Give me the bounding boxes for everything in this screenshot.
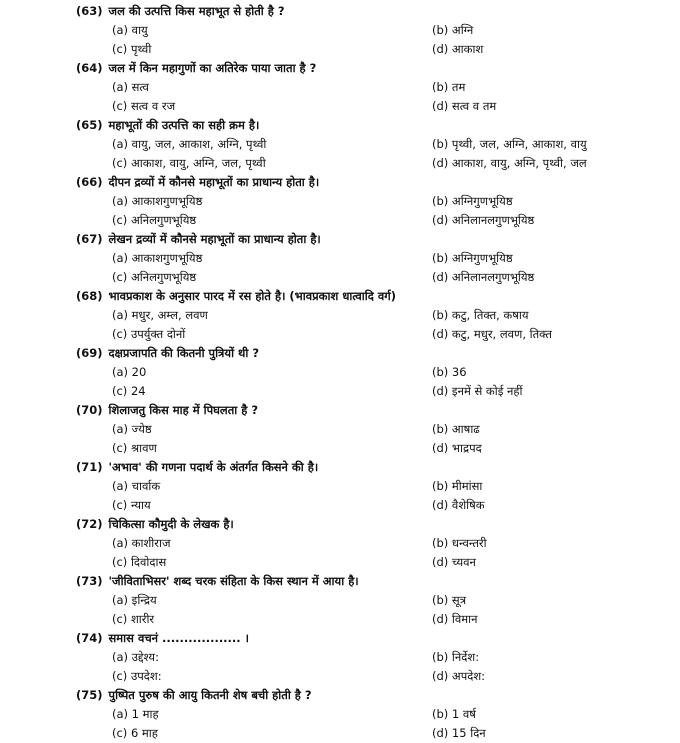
option-row <box>76 135 666 154</box>
option-d: (d) 15 दिन <box>432 726 486 740</box>
option-b: (b) आषाढ <box>432 422 480 436</box>
question-text <box>76 173 666 192</box>
option-row <box>76 325 666 344</box>
option-a: (a) इन्द्रिय <box>112 593 157 607</box>
option-b: (b) कटु, तिक्त, कषाय <box>432 308 529 322</box>
option-d: (d) भाद्रपद <box>432 441 482 455</box>
option-row <box>76 420 666 439</box>
question-text <box>76 515 666 534</box>
option-b: (b) तम <box>432 80 466 94</box>
question-number: (66) <box>76 175 103 189</box>
option-c: (c) न्याय <box>112 498 151 512</box>
option-d: (d) आकाश, वायु, अग्नि, पृथ्वी, जल <box>432 156 587 170</box>
option-c: (c) उपदेश: <box>112 669 162 683</box>
option-row <box>76 306 666 325</box>
question-number: (63) <box>76 4 103 18</box>
option-d: (d) वैशेषिक <box>432 498 485 512</box>
option-d: (d) अपदेश: <box>432 669 486 683</box>
question-text <box>76 686 666 705</box>
question-number: (72) <box>76 517 103 531</box>
option-row <box>76 648 666 667</box>
option-row <box>76 553 666 572</box>
option-c: (c) आकाश, वायु, अग्नि, जल, पृथ्वी <box>112 156 266 170</box>
option-row <box>76 667 666 686</box>
question-number: (70) <box>76 403 103 417</box>
option-b: (b) मीमांसा <box>432 479 483 493</box>
question-number: (74) <box>76 631 103 645</box>
question-text <box>76 458 666 477</box>
question-block <box>76 287 666 344</box>
option-d: (d) च्यवन <box>432 555 476 569</box>
option-row <box>76 534 666 553</box>
option-c: (c) श्रावण <box>112 441 157 455</box>
option-b: (b) 1 वर्ष <box>432 707 476 721</box>
question-block <box>76 344 666 401</box>
option-a: (a) आकाशगुणभूयिष्ठ <box>112 251 203 265</box>
option-row <box>76 724 666 743</box>
question-number: (71) <box>76 460 103 474</box>
option-c: (c) अनिलगुणभूयिष्ठ <box>112 213 197 227</box>
question-stem: समास वचनं .................. । <box>108 631 250 645</box>
question-text <box>76 287 666 306</box>
question-text <box>76 230 666 249</box>
question-text <box>76 2 666 21</box>
question-text <box>76 401 666 420</box>
option-row <box>76 477 666 496</box>
option-a: (a) आकाशगुणभूयिष्ठ <box>112 194 203 208</box>
option-b: (b) पृथ्वी, जल, अग्नि, आकाश, वायु <box>432 137 587 151</box>
question-block <box>76 2 666 59</box>
option-a: (a) मधुर, अम्ल, लवण <box>112 308 208 322</box>
option-a: (a) वायु <box>112 23 148 37</box>
option-d: (d) विमान <box>432 612 478 626</box>
option-row <box>76 439 666 458</box>
question-text <box>76 59 666 78</box>
option-d: (d) इनमें से कोई नहीं <box>432 384 523 398</box>
question-number: (65) <box>76 118 103 132</box>
option-d: (d) अनिलानलगुणभूयिष्ठ <box>432 213 535 227</box>
option-a: (a) 20 <box>112 365 147 379</box>
question-number: (73) <box>76 574 103 588</box>
option-row <box>76 363 666 382</box>
option-b: (b) 36 <box>432 365 467 379</box>
option-row <box>76 154 666 173</box>
option-row <box>76 192 666 211</box>
question-block <box>76 572 666 629</box>
option-row <box>76 382 666 401</box>
question-block <box>76 401 666 458</box>
option-c: (c) 6 माह <box>112 726 158 740</box>
option-c: (c) पृथ्वी <box>112 42 152 56</box>
option-c: (c) अनिलगुणभूयिष्ठ <box>112 270 197 284</box>
option-c: (c) शारीर <box>112 612 155 626</box>
question-stem: दक्षप्रजापति की कितनी पुत्रियों थी ? <box>108 346 260 360</box>
option-a: (a) 1 माह <box>112 707 159 721</box>
question-number: (75) <box>76 688 103 702</box>
option-row <box>76 249 666 268</box>
option-row <box>76 268 666 287</box>
question-stem: चिकित्सा कौमुदी के लेखक है। <box>108 517 234 531</box>
question-block <box>76 686 666 743</box>
question-number: (64) <box>76 61 103 75</box>
question-number: (68) <box>76 289 103 303</box>
option-a: (a) चार्वाक <box>112 479 161 493</box>
question-stem: महाभूतों की उत्पत्ति का सही क्रम है। <box>108 118 260 132</box>
option-row <box>76 78 666 97</box>
option-row <box>76 610 666 629</box>
question-block <box>76 59 666 116</box>
option-a: (a) काशीराज <box>112 536 171 550</box>
question-stem: 'जीविताभिसर' शब्द चरक संहिता के किस स्थान में आया है। <box>108 574 359 588</box>
option-b: (b) निर्देश: <box>432 650 480 664</box>
question-stem: जल की उत्पत्ति किस महाभूत से होती है ? <box>108 4 285 18</box>
question-stem: दीपन द्रव्यों में कौनसे महाभूतों का प्राधान्य होता है। <box>108 175 320 189</box>
question-number: (67) <box>76 232 103 246</box>
option-b: (b) धन्वन्तरी <box>432 536 487 550</box>
question-block <box>76 173 666 230</box>
question-block <box>76 515 666 572</box>
question-stem: भावप्रकाश के अनुसार पारद में रस होते है। (भावप्रकाश धात्वादि वर्ग) <box>108 289 397 303</box>
option-a: (a) सत्व <box>112 80 149 94</box>
option-c: (c) उपर्युक्त दोनों <box>112 327 186 341</box>
question-stem: पुष्पित पुरुष की आयु कितनी शेष बची होती है ? <box>108 688 312 702</box>
question-text <box>76 344 666 363</box>
option-row <box>76 591 666 610</box>
option-b: (b) अग्निगुणभूयिष्ठ <box>432 251 513 265</box>
option-b: (b) अग्निगुणभूयिष्ठ <box>432 194 513 208</box>
question-block <box>76 629 666 686</box>
question-number: (69) <box>76 346 103 360</box>
option-d: (d) आकाश <box>432 42 484 56</box>
question-block <box>76 458 666 515</box>
option-d: (d) अनिलानलगुणभूयिष्ठ <box>432 270 535 284</box>
question-block <box>76 116 666 173</box>
question-stem: लेखन द्रव्यों में कौनसे महाभूतों का प्राधान्य होता है। <box>108 232 321 246</box>
option-d: (d) कटु, मधुर, लवण, तिक्त <box>432 327 552 341</box>
option-c: (c) सत्व व रज <box>112 99 176 113</box>
question-text <box>76 629 666 648</box>
option-row <box>76 705 666 724</box>
option-row <box>76 97 666 116</box>
option-a: (a) उद्देश्य: <box>112 650 159 664</box>
option-b: (b) अग्नि <box>432 23 474 37</box>
option-a: (a) ज्येष्ठ <box>112 422 152 436</box>
option-row <box>76 40 666 59</box>
option-b: (b) सूत्र <box>432 593 467 607</box>
question-stem: 'अभाव' की गणना पदार्थ के अंतर्गत किसने की है। <box>108 460 319 474</box>
option-row <box>76 211 666 230</box>
option-a: (a) वायु, जल, आकाश, अग्नि, पृथ्वी <box>112 137 267 151</box>
question-text <box>76 116 666 135</box>
question-stem: शिलाजतु किस माह में पिघलता है ? <box>108 403 259 417</box>
option-d: (d) सत्व व तम <box>432 99 497 113</box>
question-block <box>76 230 666 287</box>
question-text <box>76 572 666 591</box>
option-c: (c) 24 <box>112 384 146 398</box>
option-row <box>76 496 666 515</box>
option-c: (c) दिवोदास <box>112 555 167 569</box>
option-row <box>76 21 666 40</box>
question-stem: जल में किन महागुणों का अतिरेक पाया जाता है ? <box>108 61 317 75</box>
